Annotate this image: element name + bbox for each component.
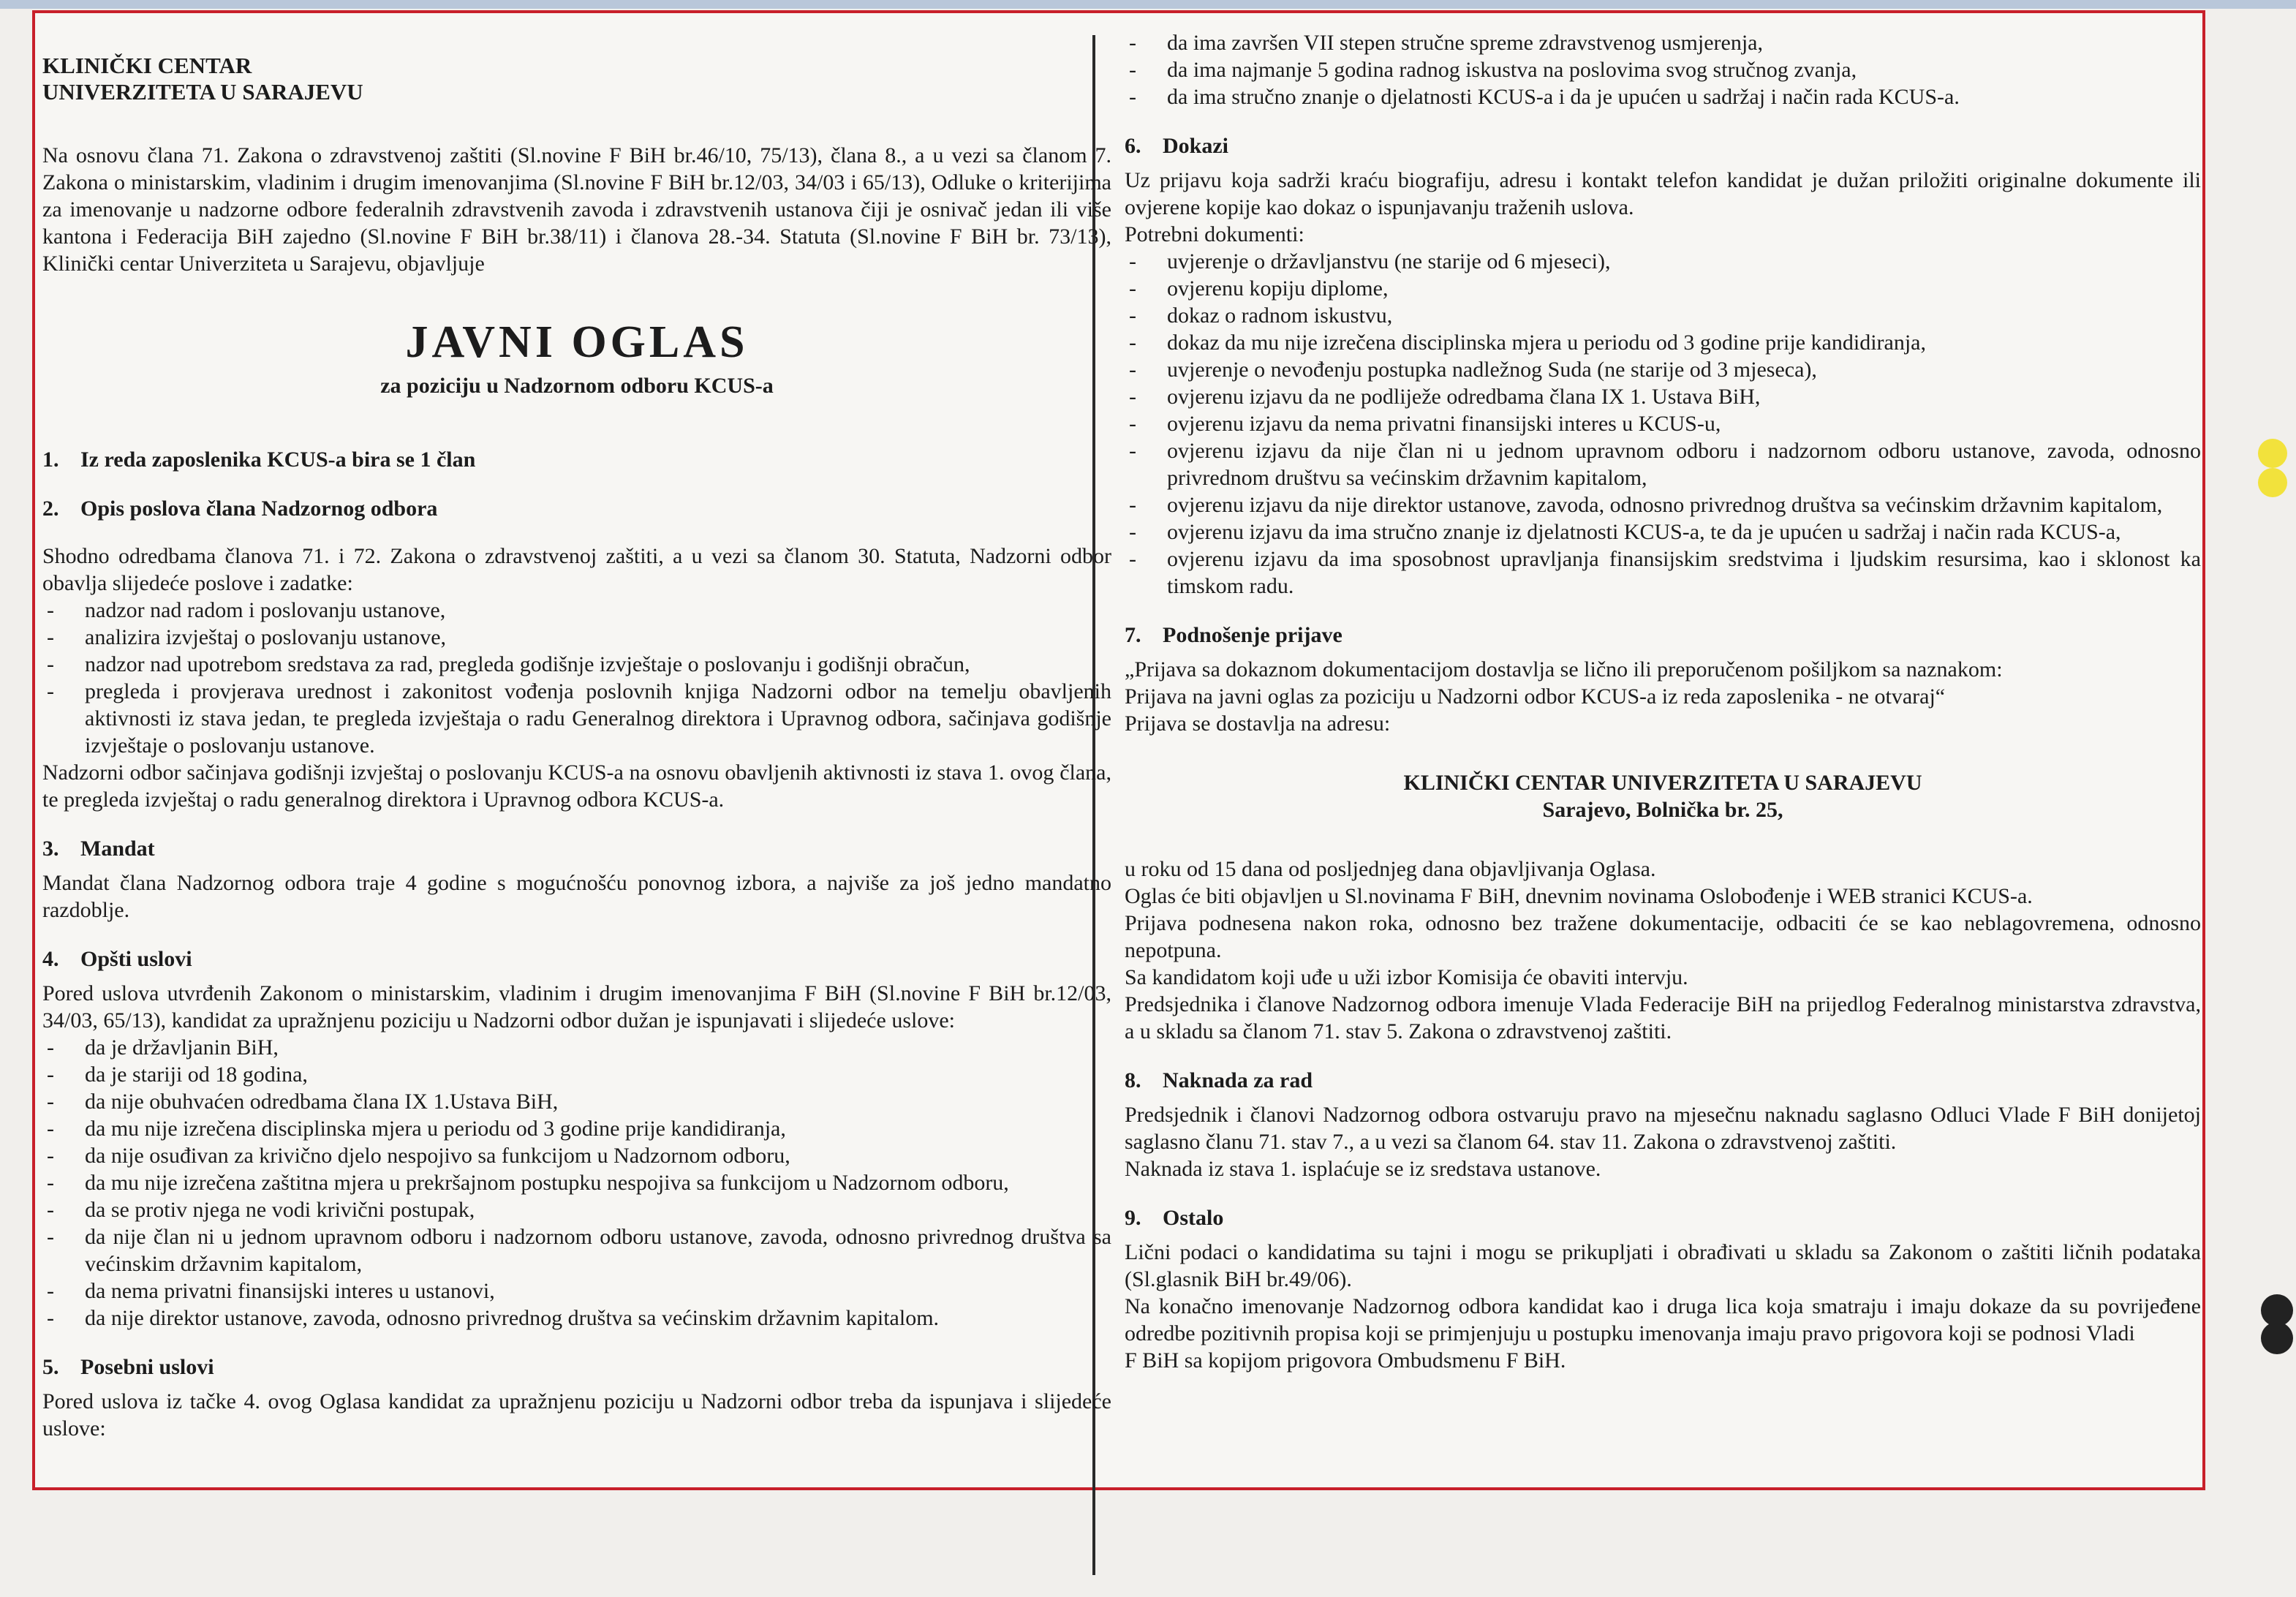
yellow-punch-mark: [2258, 468, 2287, 497]
section-2-list: [42, 597, 1111, 759]
list-item: - ovjerenu izjavu da ima sposobnost upravljanja finansijskim sredstvima i ljudskim resursima, kao i sklonost ka timskom radu.: [1125, 545, 2201, 600]
section-title: Iz reda zaposlenika KCUS-a bira se 1 član: [80, 448, 476, 472]
section-6-intro: Uz prijavu koja sadrži kraću biografiju, adresu i kontakt telefon kandidat je dužan priložiti originalne dokumente ili ovjerene kopije kao dokaz o ispunjavanju traženih uslova.: [1125, 168, 2201, 219]
list-item: - dokaz da mu nije izrečena disciplinska mjera u periodu od 3 godine prije kandidiranja,: [1125, 329, 2201, 356]
section-7-p5: Predsjednika i članove Nadzornog odbora imenuje Vlada Federacije BiH na prijedlog Federalnog ministarstva zdravstva, a u skladu sa članom 71. stav 5. Zakona o zdravstvenoj zaštiti.: [1125, 992, 2201, 1043]
section-title: Podnošenje prijave: [1163, 623, 1343, 647]
list-item: - da mu nije izrečena zaštitna mjera u prekršajnom postupku nespojiva sa funkcijom u Nadzornom odboru,: [42, 1169, 1111, 1196]
list-item: - da ima stručno znanje o djelatnosti KCUS-a i da je upućen u sadržaj i način rada KCUS-a.: [1125, 83, 2201, 110]
section-4-intro: Pored uslova utvrđenih Zakonom o ministarskim, vladinim i drugim imenovanjima F BiH (Sl.novine F BiH br.12/03, 34/03, 65/13), kandidat za upražnjenu poziciju u Nadzorni odbor dužan je ispunjavati i slijedeće uslove:: [42, 981, 1111, 1032]
yellow-punch-mark: [2258, 439, 2287, 468]
list-item: - da nije osuđivan za krivično djelo nespojivo sa funkcijom u Nadzornom odboru,: [42, 1142, 1111, 1169]
section-9-p3: F BiH sa kopijom prigovora Ombudsmenu F BiH.: [1125, 1348, 1566, 1373]
list-item: - nadzor nad radom i poslovanju ustanove,: [42, 597, 1111, 624]
section-5-heading: [42, 1354, 1111, 1381]
section-7-heading: [1125, 622, 2201, 649]
address-street: Sarajevo, Bolnička br. 25,: [1542, 798, 1783, 822]
document-title: JAVNI OGLAS: [405, 317, 749, 367]
section-6-list: [1125, 248, 2201, 600]
address-institution: KLINIČKI CENTAR UNIVERZITETA U SARAJEVU: [1403, 771, 1922, 795]
list-item: - pregleda i provjerava urednost i zakonitost vođenja poslovnih knjiga Nadzorni odbor na temelju obavljenih aktivnosti iz stava jedan, te pregleda izvještaja o radu Generalnog direktora i Upravnog odbora, sačinjava godišnje izvještaje o poslovanju ustanove.: [42, 678, 1111, 759]
section-number: 4.: [42, 947, 59, 971]
section-3-text: Mandat člana Nadzornog odbora traje 4 godine s mogućnošću ponovnog izbora, a najviše za još jedno mandatno razdoblje.: [42, 871, 1111, 922]
left-column: [42, 53, 1111, 1442]
list-item: - uvjerenje o državljanstvu (ne starije od 6 mjeseci),: [1125, 248, 2201, 275]
section-7-p4: Sa kandidatom koji uđe u uži izbor Komisija će obaviti intervju.: [1125, 965, 1688, 989]
section-number: 9.: [1125, 1206, 1141, 1230]
section-7-line2: Prijava na javni oglas za poziciju u Nadzorni odbor KCUS-a iz reda zaposlenika - ne otvaraj“: [1125, 684, 1946, 709]
section-6-heading: [1125, 132, 2201, 159]
list-item: - ovjerenu izjavu da ima stručno znanje iz djelatnosti KCUS-a, te da je upućen u sadržaj i način rada KCUS-a,: [1125, 518, 2201, 545]
section-9-heading: [1125, 1204, 2201, 1231]
section-number: 6.: [1125, 134, 1141, 158]
list-item: - da nema privatni finansijski interes u ustanovi,: [42, 1277, 1111, 1305]
list-item: - uvjerenje o nevođenju postupka nadležnog Suda (ne starije od 3 mjeseca),: [1125, 356, 2201, 383]
list-item: - ovjerenu izjavu da ne podliježe odredbama člana IX 1. Ustava BiH,: [1125, 383, 2201, 410]
section-8-p2: Naknada iz stava 1. isplaćuje se iz sredstava ustanove.: [1125, 1157, 1601, 1181]
list-item: - da nije član ni u jednom upravnom odboru i nadzornom odboru ustanove, zavoda, odnosno privrednog društva sa većinskim državnim kapitalom,: [42, 1223, 1111, 1277]
list-item: - da nije direktor ustanove, zavoda, odnosno privrednog društva sa većinskim državnim kapitalom.: [42, 1305, 1111, 1332]
section-8-p1: Predsjednik i članovi Nadzornog odbora ostvaruju pravo na mjesečnu naknadu saglasno Odluci Vlade F BiH donijetoj saglasno članu 71. stav 7., a u vezi sa članom 64. stav 11. Zakona o zdravstvenoj zaštiti.: [1125, 1103, 2201, 1154]
section-2-intro: Shodno odredbama članova 71. i 72. Zakona o zdravstvenoj zaštiti, a u vezi sa članom 30. Statuta, Nadzorni odbor obavlja slijedeće poslove i zadatke:: [42, 544, 1111, 595]
section-8-heading: [1125, 1067, 2201, 1094]
section-6-docs-label: Potrebni dokumenti:: [1125, 222, 1304, 246]
section-9-p1: Lični podaci o kandidatima su tajni i mogu se prikupljati i obrađivati u skladu sa Zakonom o zaštiti ličnih podataka (Sl.glasnik BiH br.49/06).: [1125, 1240, 2201, 1291]
section-title: Posebni uslovi: [80, 1355, 214, 1379]
section-number: 7.: [1125, 623, 1141, 647]
right-column: [1125, 29, 2201, 1374]
section-title: Opšti uslovi: [80, 947, 192, 971]
section-5-list: [1125, 29, 2201, 110]
intro-paragraph: Na osnovu člana 71. Zakona o zdravstvenoj zaštiti (Sl.novine F BiH br.46/10, 75/13), člana 8., a u vezi sa članom 7. Zakona o ministarskim, vladinim i drugim imenovanjima (Sl.novine F BiH br.12/03, 34/03 i 65/13), Odluke o kriterijima za imenovanje u nadzorne odbore federalnih zdravstvenih zavoda i zdravstvenih ustanova čiji je osnivač jedan ili više kantona i Federacija BiH zajedno (Sl.novine F BiH br.38/11) i članova 28.-34. Statuta (Sl.novine F BiH br. 73/13), Klinički centar Univerziteta u Sarajevu, objavljuje: [42, 143, 1111, 276]
list-item: - ovjerenu kopiju diplome,: [1125, 275, 2201, 302]
section-title: Opis poslova člana Nadzornog odbora: [80, 497, 438, 521]
list-item: - ovjerenu izjavu da nije član ni u jednom upravnom odboru i nadzornom odboru ustanove, zavoda, odnosno privrednom društvu sa većinskim državnim kapitalom,: [1125, 437, 2201, 491]
institution-name-line2: UNIVERZITETA U SARAJEVU: [42, 79, 363, 105]
list-item: - da je državljanin BiH,: [42, 1034, 1111, 1061]
list-item: - nadzor nad upotrebom sredstava za rad, pregleda godišnje izvještaje o poslovanju i godišnji obračun,: [42, 651, 1111, 678]
list-item: - dokaz o radnom iskustvu,: [1125, 302, 2201, 329]
list-item: - da ima najmanje 5 godina radnog iskustva na poslovima svog stručnog zvanja,: [1125, 56, 2201, 83]
section-2-outro: Nadzorni odbor sačinjava godišnji izvještaj o poslovanju KCUS-a na osnovu obavljenih aktivnosti iz stava 1. ovog člana, te pregleda izvještaj o radu generalnog direktora i Upravnog odbora KCUS-a.: [42, 760, 1111, 812]
section-5-intro: Pored uslova iz tačke 4. ovog Oglasa kandidat za upražnjenu poziciju u Nadzorni odbor treba da ispunjava i slijedeće uslove:: [42, 1389, 1111, 1441]
institution-name-line1: KLINIČKI CENTAR: [42, 53, 252, 78]
top-color-strip: [0, 0, 2296, 9]
list-item: - da mu nije izrečena disciplinska mjera u periodu od 3 godine prije kandidiranja,: [42, 1115, 1111, 1142]
section-1-heading: [42, 446, 1111, 473]
list-item: - da nije obuhvaćen odredbama člana IX 1.Ustava BiH,: [42, 1088, 1111, 1115]
section-4-list: [42, 1034, 1111, 1332]
section-3-heading: [42, 835, 1111, 862]
section-number: 8.: [1125, 1068, 1141, 1092]
list-item: - ovjerenu izjavu da nema privatni finansijski interes u KCUS-u,: [1125, 410, 2201, 437]
section-2-heading: [42, 495, 1111, 522]
section-7-line1: „Prijava sa dokaznom dokumentacijom dostavlja se lično ili preporučenom pošiljkom sa naznakom:: [1125, 657, 2003, 682]
section-7-line3: Prijava se dostavlja na adresu:: [1125, 711, 1391, 736]
section-4-heading: [42, 945, 1111, 973]
section-9-p2: Na konačno imenovanje Nadzornog odbora kandidat kao i druga lica koja smatraju i imaju dokaze da su povrijeđene odredbe pozitivnih propisa koji se primjenjuju u postupku imenovanja imaju pravo prigovora koji se podnosi Vladi: [1125, 1294, 2201, 1345]
section-number: 5.: [42, 1355, 59, 1379]
list-item: - da se protiv njega ne vodi krivični postupak,: [42, 1196, 1111, 1223]
section-title: Ostalo: [1163, 1206, 1224, 1230]
section-number: 1.: [42, 448, 59, 472]
section-7-p1: u roku od 15 dana od posljednjeg dana objavljivanja Oglasa.: [1125, 857, 1656, 881]
section-title: Dokazi: [1163, 134, 1228, 158]
list-item: - da ima završen VII stepen stručne spreme zdravstvenog usmjerenja,: [1125, 29, 2201, 56]
black-punch-mark: [2261, 1322, 2293, 1354]
list-item: - da je stariji od 18 godina,: [42, 1061, 1111, 1088]
section-number: 3.: [42, 837, 59, 861]
list-item: - analizira izvještaj o poslovanju ustanove,: [42, 624, 1111, 651]
section-7-p2: Oglas će biti objavljen u Sl.novinama F BiH, dnevnim novinama Oslobođenje i WEB stranici KCUS-a.: [1125, 884, 2033, 908]
document-subtitle: za poziciju u Nadzornom odboru KCUS-a: [380, 374, 774, 398]
section-7-p3: Prijava podnesena nakon roka, odnosno bez tražene dokumentacije, odbaciti će se kao neblagovremena, odnosno nepotpuna.: [1125, 911, 2201, 962]
section-title: Naknada za rad: [1163, 1068, 1313, 1092]
list-item: - ovjerenu izjavu da nije direktor ustanove, zavoda, odnosno privrednog društva sa većinskim državnim kapitalom,: [1125, 491, 2201, 518]
delivery-address: [1125, 769, 2201, 823]
section-number: 2.: [42, 497, 59, 521]
section-title: Mandat: [80, 837, 155, 861]
